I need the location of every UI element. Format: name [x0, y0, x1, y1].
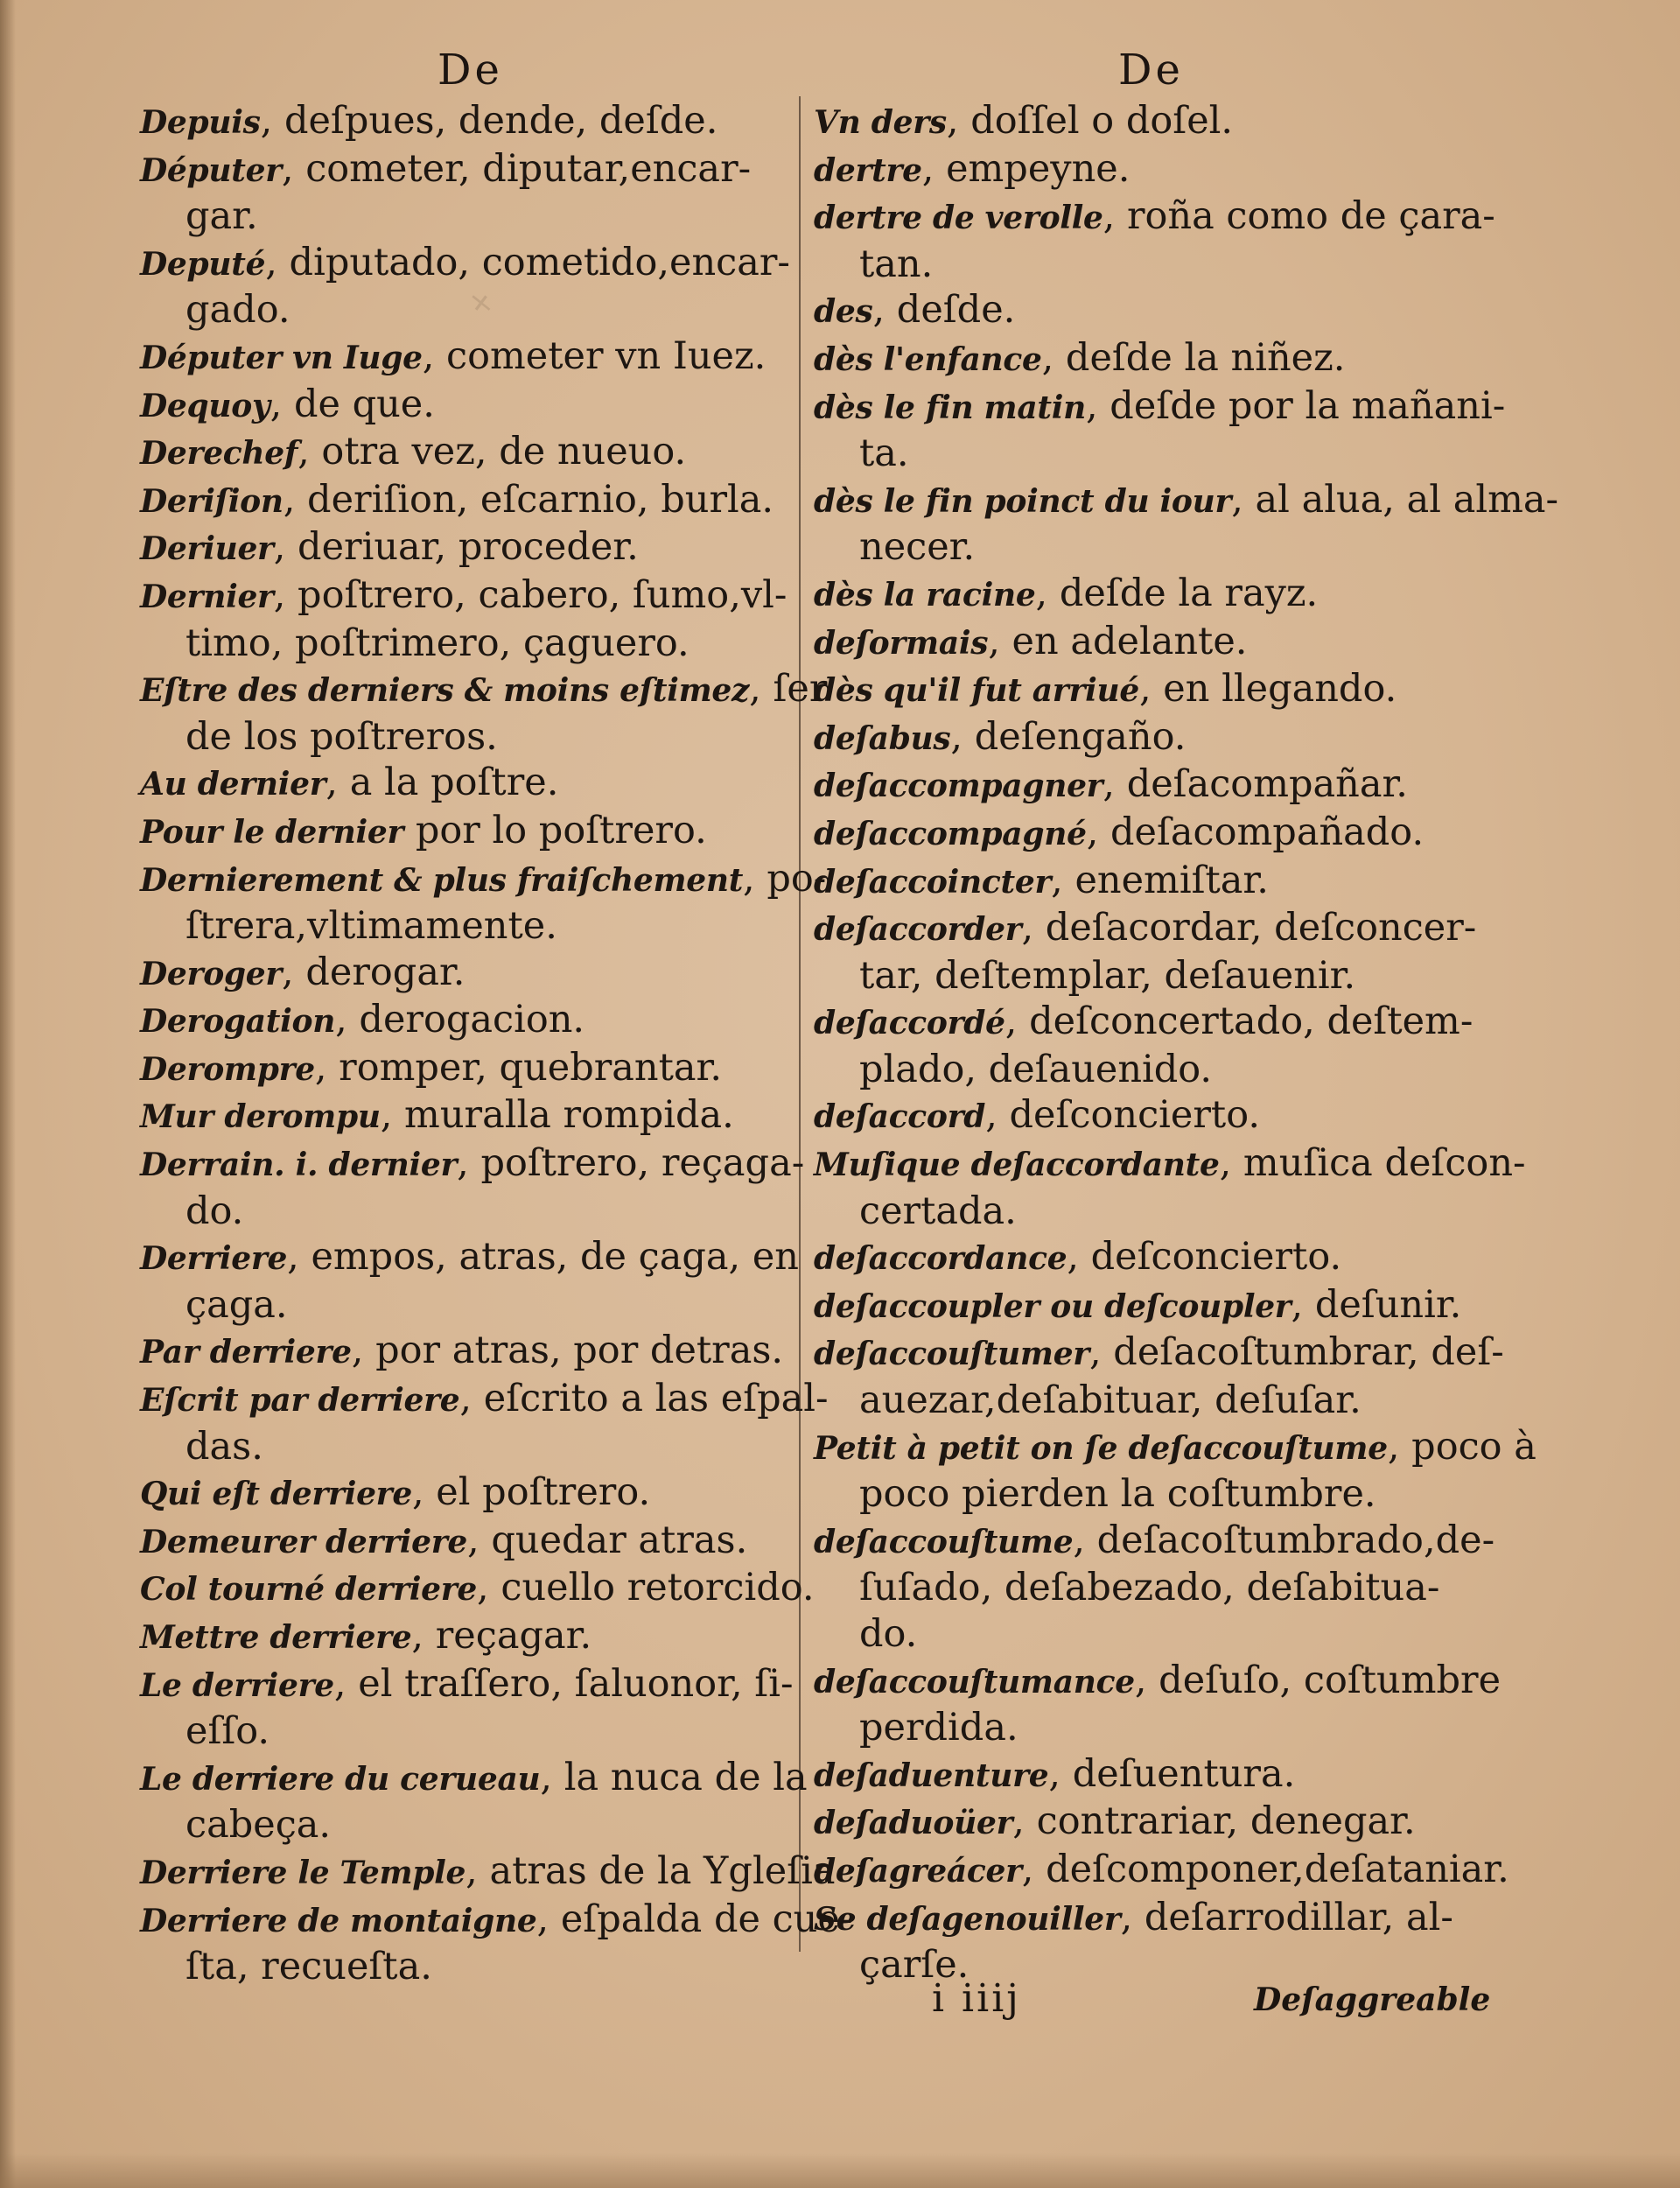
- entry-continuation-line: [140, 287, 792, 333]
- dictionary-entry: [140, 997, 792, 1045]
- dictionary-entry: [814, 98, 1461, 146]
- entry-definition: por lo poſtrero.: [403, 808, 707, 852]
- entry-continuation-line: [140, 903, 792, 950]
- entry-definition: , deſconcertado, deſtem-: [1004, 999, 1474, 1044]
- entry-headword: deſaccord: [814, 1098, 986, 1136]
- entry-headword: deſaduenture: [814, 1757, 1049, 1794]
- entry-first-line: [814, 335, 1461, 383]
- entry-headword: deſaccordance: [814, 1240, 1068, 1278]
- entry-headword: Dernierement & plus fraiſchement: [140, 861, 744, 899]
- running-head-left: De: [438, 46, 503, 95]
- entry-headword: Derechef: [140, 435, 298, 473]
- entry-headword: deſagreácer: [814, 1852, 1022, 1890]
- entry-definition: , deſpues, dende, deſde.: [260, 99, 718, 143]
- entry-continuation-line: [140, 1944, 792, 1990]
- entry-continuation-line: [140, 714, 792, 761]
- entry-headword: dertre de verolle: [814, 200, 1103, 237]
- entry-continuation-line: [140, 193, 792, 240]
- entry-headword: Pour le dernier: [140, 813, 404, 851]
- entry-first-line: [140, 1234, 799, 1282]
- dictionary-entry: [814, 905, 1477, 999]
- entry-first-line: [140, 856, 827, 904]
- entry-definition: gar.: [186, 194, 258, 239]
- entry-first-line: [140, 1755, 808, 1803]
- entry-definition: , doſſel o doſel.: [946, 99, 1234, 143]
- right-column: [814, 98, 1559, 1988]
- dictionary-entry: [814, 858, 1461, 906]
- entry-headword: des: [814, 293, 873, 331]
- dictionary-entry: [140, 1848, 836, 1897]
- entry-first-line: [814, 666, 1461, 714]
- catchword: Deſaggreable: [1254, 1981, 1491, 2018]
- dictionary-entry: [814, 999, 1474, 1092]
- dictionary-entry: [814, 571, 1461, 619]
- entry-first-line: [814, 571, 1461, 619]
- entry-headword: Le derriere: [140, 1666, 334, 1704]
- entry-continuation-line: [814, 1705, 1461, 1751]
- entry-headword: deſaccouſtumance: [814, 1663, 1135, 1701]
- entry-definition: , deſconcierto.: [985, 1093, 1260, 1138]
- entry-first-line: [140, 997, 792, 1045]
- entry-first-line: [140, 1092, 792, 1140]
- dictionary-entry: [814, 383, 1506, 477]
- entry-definition: tar, deſtemplar, deſauenir.: [859, 953, 1356, 998]
- entry-first-line: [814, 383, 1506, 431]
- dictionary-entry: [814, 287, 1461, 335]
- entry-headword: deſaccouſtume: [814, 1523, 1074, 1560]
- entry-first-line: [814, 1518, 1495, 1566]
- entry-continuation-line: [814, 242, 1461, 288]
- entry-continuation-line: [814, 431, 1461, 477]
- entry-definition: , el traſſero, ſaluonor, ſi-: [333, 1661, 794, 1706]
- entry-first-line: [140, 808, 792, 856]
- entry-headword: Se deſagenouiller: [814, 1900, 1121, 1938]
- entry-headword: Mur derompu: [140, 1098, 381, 1136]
- dictionary-entry: [140, 146, 792, 240]
- entry-headword: deſaduoüer: [814, 1805, 1013, 1842]
- dictionary-entry: [140, 98, 792, 146]
- dictionary-entry: [140, 333, 792, 382]
- dictionary-entry: [140, 808, 792, 856]
- entry-definition: , ſer: [749, 667, 828, 712]
- dictionary-entry: [140, 1755, 808, 1848]
- entry-definition: , deſacoſtumbrado,de-: [1073, 1518, 1495, 1562]
- entry-first-line: [140, 1661, 792, 1709]
- dictionary-entry: [140, 1518, 792, 1566]
- entry-first-line: [140, 333, 792, 382]
- entry-first-line: [814, 1658, 1502, 1706]
- entry-definition: , cometer vn Iuez.: [422, 333, 766, 378]
- entry-definition: , poſtrero, cabero, ſumo,vl-: [273, 572, 788, 617]
- entry-definition: , quedar atras.: [467, 1518, 748, 1562]
- dictionary-entry: [140, 1140, 805, 1234]
- entry-first-line: [814, 1092, 1461, 1140]
- entry-continuation-line: [814, 524, 1461, 571]
- entry-continuation-line: [814, 953, 1461, 999]
- entry-first-line: [814, 477, 1559, 525]
- entry-definition: , a la poſtre.: [326, 761, 559, 805]
- dictionary-entry: [140, 1045, 792, 1093]
- dictionary-entry: [140, 477, 792, 525]
- dictionary-entry: [140, 429, 792, 477]
- entry-headword: Derriere: [140, 1240, 288, 1278]
- entry-first-line: [814, 146, 1461, 194]
- dictionary-entry: [140, 382, 792, 430]
- entry-definition: , en adelante.: [988, 619, 1248, 663]
- dictionary-entry: [814, 1658, 1502, 1751]
- entry-headword: Muſique deſaccordante: [814, 1147, 1220, 1184]
- left-column: [140, 98, 853, 1990]
- entry-first-line: [140, 1140, 805, 1189]
- entry-definition: , derogar.: [282, 950, 466, 994]
- entry-definition: poco pierden la coſtumbre.: [859, 1472, 1376, 1517]
- entry-headword: Mettre derriere: [140, 1619, 412, 1656]
- page-bottom-shadow: [0, 2153, 1680, 2188]
- entry-definition: çaga.: [186, 1282, 288, 1327]
- entry-first-line: [814, 287, 1461, 335]
- entry-definition: , cuello retorcido.: [477, 1566, 815, 1610]
- entry-definition: , diputado, cometido,encar-: [265, 240, 790, 284]
- entry-continuation-line: [814, 1047, 1461, 1093]
- dictionary-entry: [140, 666, 828, 760]
- entry-first-line: [140, 1469, 792, 1518]
- entry-continuation-line: [814, 1471, 1461, 1518]
- dictionary-entry: [140, 1661, 792, 1755]
- entry-headword: dès le fin poinct du iour: [814, 482, 1232, 520]
- entry-definition: ta.: [859, 431, 909, 476]
- entry-headword: Col tourné derriere: [140, 1571, 478, 1609]
- dictionary-entry: [140, 1092, 792, 1140]
- dictionary-entry: [140, 1328, 792, 1376]
- dictionary-entry: [140, 1376, 829, 1469]
- entry-headword: deſaccompagné: [814, 815, 1087, 852]
- entry-headword: Députer: [140, 151, 282, 189]
- entry-headword: Depuis: [140, 104, 261, 141]
- entry-first-line: [140, 524, 792, 572]
- entry-headword: Petit à petit on ſe deſaccouſtume: [814, 1429, 1388, 1467]
- entry-definition: , deſde la niñez.: [1041, 335, 1346, 380]
- entry-headword: Derriere le Temple: [140, 1854, 466, 1891]
- entry-definition: , deſde.: [872, 288, 1016, 333]
- dictionary-entry: [140, 240, 792, 333]
- entry-continuation-line: [814, 1611, 1461, 1658]
- entry-definition: , al alua, al alma-: [1231, 477, 1559, 522]
- dictionary-entry: [814, 1282, 1461, 1330]
- entry-first-line: [814, 193, 1495, 242]
- entry-headword: Deroger: [140, 955, 283, 992]
- entry-headword: dès l'enfance: [814, 340, 1042, 378]
- entry-definition: , deſcomponer,deſataniar.: [1021, 1847, 1509, 1891]
- entry-headword: Par derriere: [140, 1334, 352, 1371]
- entry-definition: , en llegando.: [1138, 667, 1397, 712]
- dictionary-entry: [140, 760, 792, 808]
- entry-definition: ſtrera,vltimamente.: [186, 904, 557, 949]
- entry-definition: timo, poſtrimero, çaguero.: [186, 621, 690, 665]
- entry-definition: , deſuentura.: [1048, 1751, 1296, 1796]
- entry-definition: , empos, atras, de çaga, en: [287, 1235, 799, 1280]
- running-head-right: De: [1118, 46, 1184, 95]
- entry-first-line: [814, 1140, 1526, 1189]
- entry-definition: de los poſtreros.: [186, 714, 498, 759]
- dictionary-entry: [814, 1799, 1461, 1847]
- dictionary-entry: [814, 335, 1461, 383]
- entry-first-line: [140, 1518, 792, 1566]
- entry-definition: do.: [186, 1189, 244, 1233]
- entry-headword: deſaccompagner: [814, 768, 1103, 805]
- dictionary-entry: [814, 1518, 1495, 1658]
- entry-first-line: [140, 666, 828, 714]
- entry-first-line: [140, 760, 792, 808]
- entry-first-line: [814, 1751, 1461, 1799]
- dictionary-entry: [140, 950, 792, 998]
- entry-headword: Deputé: [140, 245, 266, 283]
- entry-definition: , contrariar, denegar.: [1012, 1799, 1416, 1844]
- entry-first-line: [140, 240, 792, 288]
- entry-first-line: [814, 999, 1474, 1047]
- entry-first-line: [140, 1328, 792, 1376]
- entry-headword: dès le fin matin: [814, 389, 1086, 426]
- entry-first-line: [814, 905, 1477, 953]
- entry-definition: , otra vez, de nueuo.: [298, 430, 687, 474]
- entry-definition: necer.: [859, 525, 976, 570]
- entry-definition: eſſo.: [186, 1709, 270, 1754]
- entry-first-line: [140, 98, 792, 146]
- entry-definition: , por atras, por detras.: [351, 1329, 784, 1373]
- entry-definition: auezar,deſabituar, deſuſar.: [859, 1378, 1362, 1423]
- entry-first-line: [814, 98, 1461, 146]
- dictionary-entry: [814, 1424, 1536, 1518]
- entry-definition: , deriuar, proceder.: [273, 525, 639, 570]
- entry-definition: , enemiſtar.: [1051, 858, 1269, 902]
- entry-definition: , muſica deſcon-: [1219, 1141, 1526, 1186]
- entry-first-line: [140, 1897, 853, 1945]
- entry-definition: , deſacompañado.: [1086, 810, 1424, 854]
- entry-definition: cabeça.: [186, 1803, 332, 1848]
- entry-definition: tan.: [859, 242, 934, 286]
- entry-first-line: [814, 1895, 1461, 1943]
- entry-definition: , poſtrero, reçaga-: [457, 1141, 805, 1186]
- dictionary-entry: [814, 1234, 1461, 1282]
- dictionary-entry: [814, 714, 1461, 762]
- entry-first-line: [140, 146, 792, 194]
- entry-definition: , derogacion.: [335, 998, 585, 1042]
- entry-continuation-line: [140, 1189, 792, 1235]
- entry-definition: , po-: [743, 856, 827, 901]
- dictionary-entry: [814, 619, 1461, 667]
- entry-headword: dès qu'il fut arriué: [814, 672, 1139, 710]
- dictionary-entry: [140, 524, 792, 572]
- entry-first-line: [140, 1848, 836, 1897]
- entry-definition: ſuſado, deſabezado, deſabitua-: [859, 1566, 1440, 1610]
- entry-headword: Derriere de montaigne: [140, 1902, 537, 1939]
- entry-headword: dertre: [814, 151, 922, 189]
- dictionary-entry: [814, 1751, 1461, 1799]
- entry-first-line: [814, 1424, 1536, 1472]
- dictionary-entry: [814, 761, 1461, 810]
- dictionary-entry: [140, 1897, 853, 1990]
- entry-first-line: [814, 858, 1461, 906]
- entry-headword: Dequoy: [140, 387, 270, 424]
- entry-continuation-line: [814, 1189, 1461, 1235]
- dictionary-entry: [140, 856, 827, 950]
- bleed-through-text: ✕: [472, 289, 495, 319]
- entry-definition: , deſde por la mañani-: [1085, 383, 1506, 428]
- entry-continuation-line: [814, 1565, 1461, 1611]
- dictionary-entry: [814, 666, 1461, 714]
- entry-headword: Députer vn Iuge: [140, 339, 423, 376]
- entry-headword: Derrain. i. dernier: [140, 1147, 458, 1184]
- page-edge-shadow: [0, 0, 16, 2188]
- entry-continuation-line: [140, 1802, 792, 1848]
- entry-headword: deſaccordé: [814, 1005, 1005, 1042]
- entry-headword: deſaccouſtumer: [814, 1336, 1089, 1373]
- entry-first-line: [140, 477, 792, 525]
- entry-headword: dès la racine: [814, 576, 1036, 614]
- dictionary-entry: [814, 1329, 1504, 1423]
- entry-definition: , deſuſo, coſtumbre: [1134, 1658, 1502, 1702]
- entry-continuation-line: [140, 1282, 792, 1329]
- entry-definition: certada.: [859, 1189, 1017, 1233]
- entry-definition: , romper, quebrantar.: [314, 1045, 723, 1090]
- entry-headword: deſormais: [814, 624, 989, 662]
- entry-headword: Deriuer: [140, 530, 274, 568]
- entry-continuation-line: [140, 1424, 792, 1470]
- entry-continuation-line: [814, 1378, 1461, 1424]
- entry-definition: , deſacoſtumbrar, deſ-: [1088, 1330, 1504, 1375]
- column-rule: [799, 96, 801, 1952]
- entry-headword: Demeurer derriere: [140, 1523, 468, 1560]
- entry-definition: , muralla rompida.: [380, 1093, 734, 1138]
- entry-definition: , atras de la Ygleſia: [466, 1848, 836, 1893]
- entry-headword: deſaccorder: [814, 911, 1022, 949]
- entry-first-line: [814, 1799, 1461, 1847]
- entry-first-line: [140, 950, 792, 998]
- entry-headword: Derompre: [140, 1050, 315, 1088]
- entry-first-line: [814, 619, 1461, 667]
- entry-definition: , empeyne.: [921, 146, 1130, 191]
- dictionary-entry: [814, 810, 1461, 858]
- entry-headword: Derogation: [140, 1003, 336, 1041]
- dictionary-entry: [814, 1895, 1461, 1988]
- dictionary-entry: [814, 193, 1495, 287]
- entry-first-line: [140, 1565, 815, 1613]
- entry-headword: Vn ders: [814, 104, 947, 141]
- entry-definition: plado, deſauenido.: [859, 1047, 1213, 1091]
- dictionary-entry: [814, 1847, 1509, 1895]
- entry-definition: çarſe.: [859, 1943, 970, 1988]
- entry-definition: gado.: [186, 288, 290, 333]
- entry-headword: Au dernier: [140, 766, 326, 803]
- entry-first-line: [814, 1234, 1461, 1282]
- entry-first-line: [140, 1613, 792, 1661]
- dictionary-entry: [814, 146, 1461, 194]
- entry-first-line: [814, 1329, 1504, 1378]
- entry-definition: , eſpalda de cue-: [536, 1897, 853, 1941]
- dictionary-entry: [140, 1234, 799, 1328]
- entry-headword: deſabus: [814, 719, 951, 757]
- entry-continuation-line: [140, 621, 792, 667]
- entry-definition: , deſarrodillar, al-: [1120, 1895, 1453, 1939]
- dictionary-entry: [140, 572, 792, 666]
- entry-definition: , la nuca de la: [540, 1755, 808, 1799]
- entry-definition: , eſcrito a las eſpal-: [459, 1377, 829, 1421]
- dictionary-entry: [814, 1092, 1461, 1140]
- entry-headword: Dernier: [140, 578, 274, 615]
- entry-definition: , deriſion, eſcarnio, burla.: [283, 477, 774, 522]
- entry-definition: , cometer, diputar,encar-: [281, 146, 752, 191]
- signature-mark: i iiij: [932, 1976, 1021, 2021]
- entry-definition: , de que.: [270, 382, 435, 426]
- entry-definition: , deſunir.: [1291, 1282, 1462, 1327]
- entry-headword: Le derriere du cerueau: [140, 1760, 541, 1798]
- entry-first-line: [814, 1847, 1509, 1895]
- entry-headword: deſaccoupler ou deſcoupler: [814, 1287, 1292, 1325]
- entry-definition: , deſacompañar.: [1102, 762, 1408, 807]
- entry-definition: , poco à: [1387, 1424, 1536, 1469]
- dictionary-entry: [814, 1140, 1526, 1234]
- entry-definition: , el poſtrero.: [411, 1470, 651, 1515]
- entry-headword: Eſcrit par derriere: [140, 1382, 460, 1420]
- entry-first-line: [814, 761, 1461, 810]
- entry-continuation-line: [140, 1708, 792, 1755]
- entry-definition: , roña como de çara-: [1102, 194, 1495, 239]
- entry-first-line: [140, 1376, 829, 1424]
- entry-first-line: [140, 382, 792, 430]
- entry-definition: , deſengaño.: [950, 714, 1186, 759]
- dictionary-entry: [140, 1469, 792, 1518]
- entry-headword: Qui eſt derriere: [140, 1476, 412, 1513]
- dictionary-entry: [140, 1565, 815, 1613]
- entry-headword: deſaccoincter: [814, 863, 1052, 901]
- entry-first-line: [814, 714, 1461, 762]
- entry-definition: do.: [859, 1612, 918, 1656]
- entry-definition: ſta, recueſta.: [186, 1945, 432, 1989]
- entry-headword: Eſtre des derniers & moins eſtimez: [140, 672, 750, 710]
- dictionary-entry: [140, 1613, 792, 1661]
- entry-definition: , deſacordar, deſconcer-: [1021, 906, 1477, 950]
- entry-definition: , reçagar.: [411, 1614, 592, 1658]
- entry-first-line: [140, 572, 792, 621]
- entry-definition: , deſde la rayz.: [1035, 571, 1319, 615]
- entry-first-line: [814, 1282, 1461, 1330]
- dictionary-entry: [814, 477, 1559, 571]
- entry-definition: perdida.: [859, 1706, 1018, 1750]
- entry-first-line: [814, 810, 1461, 858]
- entry-definition: das.: [186, 1424, 263, 1469]
- entry-definition: , deſconcierto.: [1067, 1235, 1342, 1280]
- entry-first-line: [140, 1045, 792, 1093]
- entry-first-line: [140, 429, 792, 477]
- entry-headword: Deriſion: [140, 482, 284, 520]
